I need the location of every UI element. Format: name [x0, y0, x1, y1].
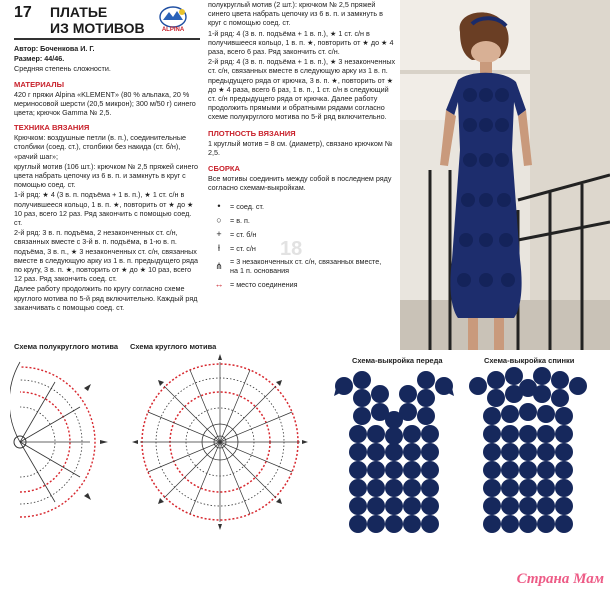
- half-motif-p2: 1-й ряд: 4 (3 в. п. подъёма + 1 в. п.), ★ 1 ст. с/н в получившееся кольцо, 1 в. п. ★, повторить от ★ до ★ 4 раза, всего 6 раз. Ряд закончить ст. с/н.: [208, 28, 394, 57]
- legend-label: = в. п.: [230, 215, 250, 225]
- middle-column: [208, 0, 398, 291]
- title-rule: [14, 38, 200, 40]
- legend-row: [208, 277, 398, 291]
- legend-label: = ст. с/н: [230, 243, 256, 253]
- difficulty: Средняя степень сложности.: [14, 64, 111, 74]
- alpina-logo: [152, 4, 194, 32]
- dot-icon: •: [217, 200, 221, 211]
- caption-front: Схема-выкройка переда: [352, 356, 443, 365]
- legend-label: = место соединения: [230, 279, 298, 289]
- legend-row: [208, 213, 398, 227]
- assembly-text: Все мотивы соединить между собой в последнем ряду согласно схемам-выкройкам.: [208, 174, 392, 193]
- materials-heading: МАТЕРИАЛЫ: [14, 79, 64, 89]
- author: Автор: Боченкова И. Г.: [14, 44, 95, 53]
- cluster-icon: ⋔: [215, 260, 223, 271]
- half-motif-scheme: [10, 352, 130, 532]
- symbol-legend: [208, 199, 398, 291]
- dress-photo: [400, 0, 610, 350]
- technique-p2: круглый мотив (106 шт.): крючком № 2,5 пряжей синего цвета набрать цепочку из 6 в. п. и замкнуть в круг с помощью соед. ст.: [14, 161, 198, 190]
- density-heading: ПЛОТНОСТЬ ВЯЗАНИЯ: [208, 128, 296, 138]
- size: Размер: 44/46.: [14, 54, 65, 64]
- logo-text: ALPINA: [161, 27, 185, 32]
- caption-half-motif: Схема полукруглого мотива: [14, 342, 119, 351]
- legend-label: = ст. б/н: [230, 229, 257, 239]
- title-line-2: ИЗ МОТИВОВ: [50, 20, 145, 36]
- materials-text: 420 г пряжи Alpina «KLEMENT» (80 % альпака, 20 % мериносовой шерсти (20,5 микрон); 300 м/50 г) синего цвета; крючок Gamma № 2,5.: [14, 89, 196, 118]
- sc-icon: +: [216, 228, 222, 239]
- technique-p4: 2-й ряд: 3 в. п. подъёма, 2 незаконченных ст. с/н, связанных вместе с 3-й в. п. подъёма, в 1-ю в. п. подъёма, 3 в. п., ★ 3 незаконченных ст. с/н, связанных вместе в следующую арку из 1 в. п. предыдущего ряда по кругу, 3 в. п. ★, повторить от ★ до ★ 10 раз, всего 12 раз. Ряд закончить соед. ст.: [14, 228, 199, 284]
- technique-p5: Далее работу продолжить по кругу согласно схеме круглого мотива по 5-й ряд включительно. Каждый ряд заканчивать с помощью соед. ст.: [14, 284, 198, 312]
- round-motif-scheme: [130, 352, 310, 532]
- caption-round-motif: Схема круглого мотива: [130, 342, 217, 351]
- title-line-1: ПЛАТЬЕ: [50, 4, 108, 20]
- caption-back: Схема-выкройка спинки: [484, 356, 575, 365]
- legend-row: [208, 199, 398, 213]
- dc-icon: ƚ: [218, 242, 220, 253]
- legend-label: = 3 незаконченных ст. с/н, связанных вместе, на 1 п. основания: [230, 257, 382, 276]
- half-motif-p3: 2-й ряд: 4 (3 в. п. подъёма + 1 в. п.), ★ 3 незаконченных ст. с/н, связанных вместе в следующую арку из 1 в. п. предыдущего ряда от крючка, 3 в. п. ★, повторить от ★ до ★ 4 раза, всего 6 раз, 1 в. п., 1 ст. с/н в следующий ст. с/н предыдущего ряда от крючка. Далее работу продолжить прямыми и обратными рядами согласно схеме полукруглого мотива по 5-й ряд включительно.: [208, 57, 396, 122]
- half-motif-p1: полукруглый мотив (2 шт.): крючком № 2,5 пряжей синего цвета набрать цепочку из 6 в. п. и замкнуть в круг с помощью соед. ст.: [208, 0, 383, 28]
- left-column: [14, 44, 200, 313]
- legend-row: [208, 227, 398, 241]
- watermark: Страна Мам: [516, 571, 604, 587]
- technique-heading: ТЕХНИКА ВЯЗАНИЯ: [14, 123, 90, 133]
- ch-icon: ○: [216, 214, 222, 225]
- join-icon: ↔: [214, 278, 224, 289]
- technique-p3: 1-й ряд: ★ 4 (3 в. п. подъёма + 1 в. п.), ★ 1 ст. с/н в получившееся кольцо, 1 в. п. ★, повторить от ★ до ★ 10 раз, всего 12 раз. Ряд закончить с помощью соед. ст.: [14, 190, 194, 228]
- front-pattern-scheme: [334, 366, 454, 541]
- back-pattern-scheme: [468, 366, 588, 541]
- assembly-heading: СБОРКА: [208, 164, 241, 174]
- density-text: 1 круглый мотив = 8 см. (диаметр), связано крючком № 2,5.: [208, 138, 393, 157]
- legend-row: [208, 255, 398, 277]
- faint-page-number: 18: [280, 238, 303, 260]
- legend-label: = соед. ст.: [230, 201, 264, 211]
- pattern-number: 17: [14, 4, 32, 21]
- technique-p1: Крючком: воздушные петли (в. п.), соединительные столбики (соед. ст.), столбики без накида (ст. б/н), «рачий шаг»;: [14, 133, 187, 161]
- legend-row: [208, 241, 398, 255]
- page-title: [50, 4, 160, 36]
